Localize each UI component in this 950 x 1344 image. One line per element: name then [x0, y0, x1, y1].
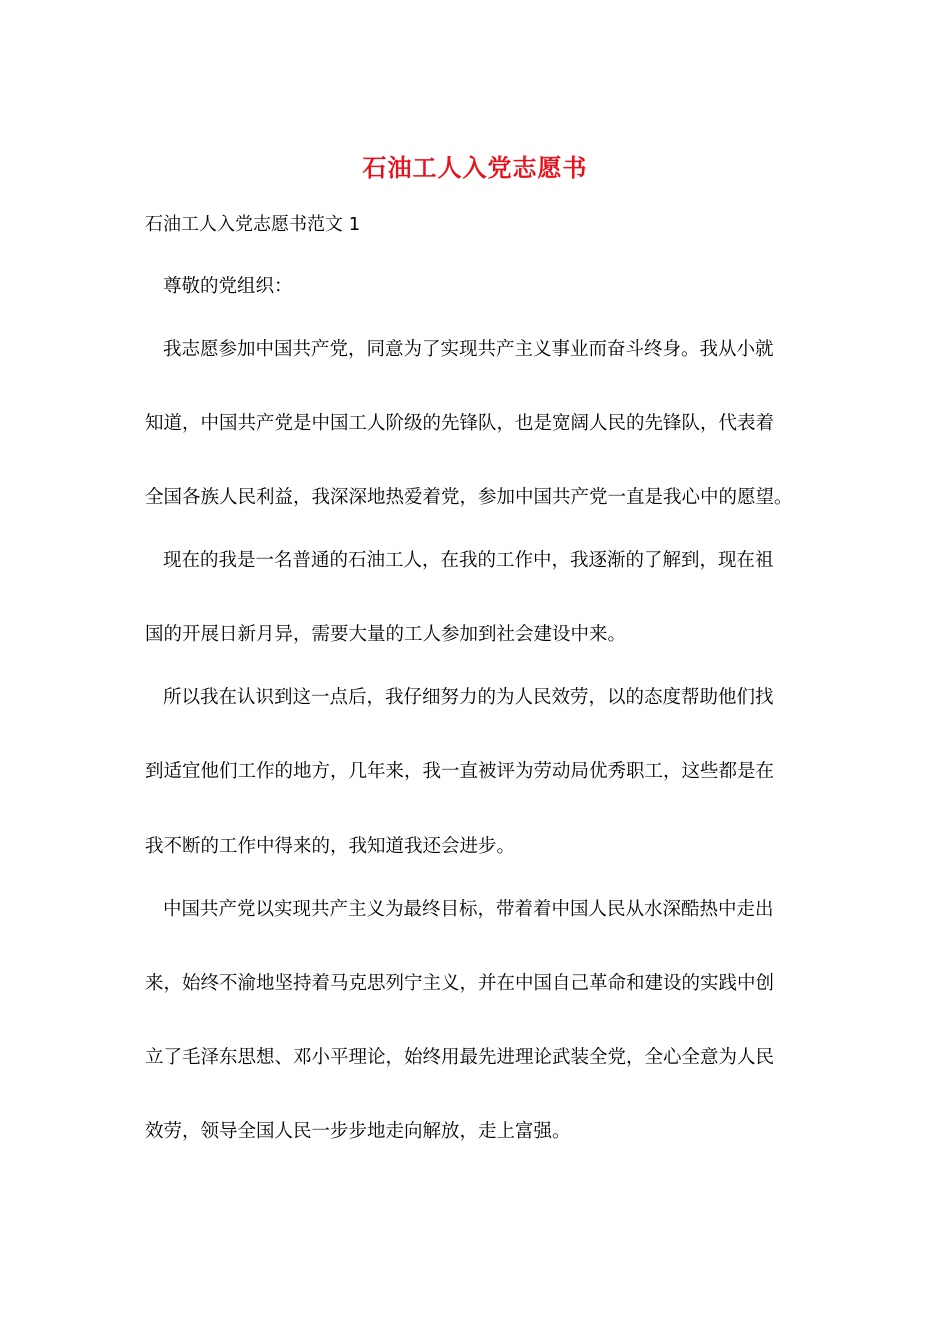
paragraph-3-line-2: 到适宜他们工作的地方，几年来，我一直被评为劳动局优秀职工，这些都是在	[145, 761, 775, 782]
paragraph-4-line-2: 来，始终不渝地坚持着马克思列宁主义，并在中国自己革命和建设的实践中创	[145, 973, 775, 994]
paragraph-4-line-1: 中国共产党以实现共产主义为最终目标，带着着中国人民从水深酷热中走出	[163, 899, 774, 920]
paragraph-1-line-3: 全国各族人民利益，我深深地热爱着党，参加中国共产党一直是我心中的愿望。	[145, 487, 793, 508]
paragraph-3-line-3: 我不断的工作中得来的，我知道我还会进步。	[145, 836, 516, 857]
paragraph-1-line-1: 我志愿参加中国共产党，同意为了实现共产主义事业而奋斗终身。我从小就	[163, 339, 774, 360]
paragraph-2-line-1: 现在的我是一名普通的石油工人，在我的工作中，我逐渐的了解到，现在祖	[163, 550, 774, 571]
paragraph-1-line-2: 知道，中国共产党是中国工人阶级的先锋队，也是宽阔人民的先锋队，代表着	[145, 413, 775, 434]
paragraph-4-line-3: 立了毛泽东思想、邓小平理论，始终用最先进理论武装全党，全心全意为人民	[145, 1047, 775, 1068]
document-subtitle: 石油工人入党志愿书范文 1	[145, 214, 361, 235]
paragraph-4-line-4: 效劳，领导全国人民一步步地走向解放，走上富强。	[145, 1121, 571, 1142]
salutation: 尊敬的党组织：	[163, 276, 293, 297]
paragraph-3-line-1: 所以我在认识到这一点后，我仔细努力的为人民效劳，以的态度帮助他们找	[163, 687, 774, 708]
paragraph-2-line-2: 国的开展日新月异，需要大量的工人参加到社会建设中来。	[145, 624, 627, 645]
document-title: 石油工人入党志愿书	[362, 153, 588, 182]
